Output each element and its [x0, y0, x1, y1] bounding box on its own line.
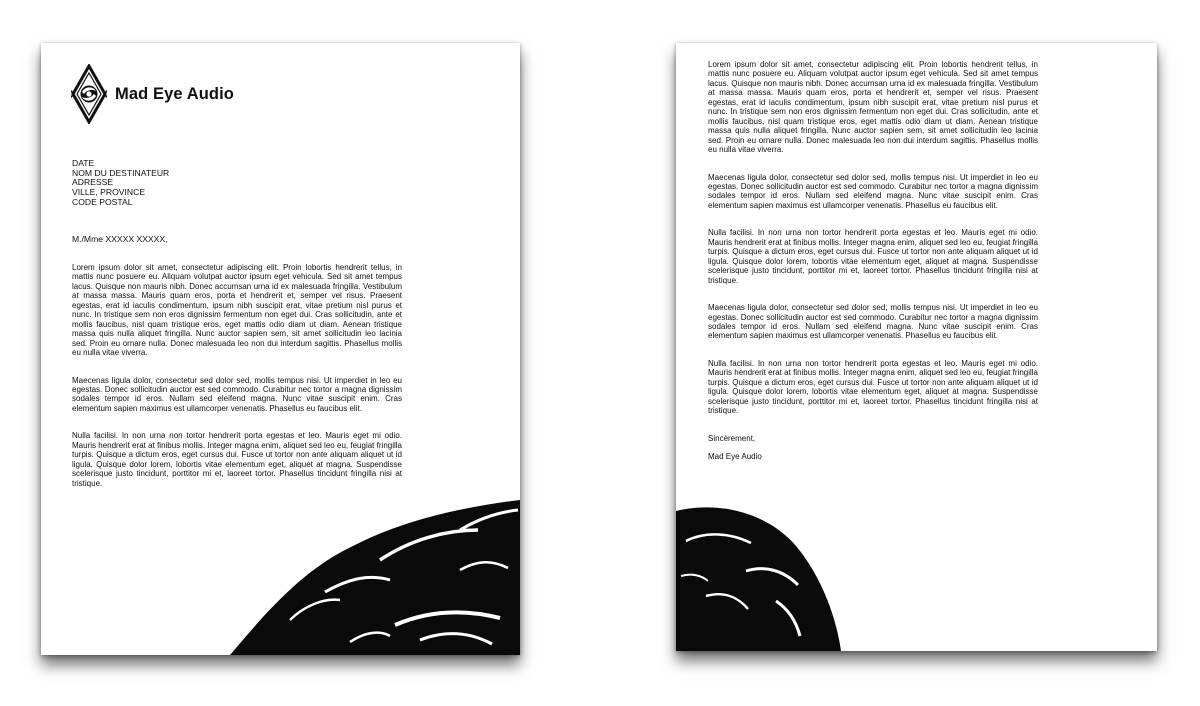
paragraph: Nulla facilisi. In non urna non tortor hendrerit porta egestas et leo. Mauris eget mi odio. Mauris hendrerit erat at finibus mollis. Integer magna enim, aliquet sed leo eu, feugiat fringilla turpis. Quisque a dictum eros, eget cursus dui. Fusce ut tortor non ante aliquam aliquet ut id ligula. Quisque dolor lorem, lobortis vitae elementum eget, aliquet at magna. Suspendisse scelerisque justo tincidunt, porttitor mi et, laoreet tortor. Phasellus tincidunt fringilla nisi at tristique.: [708, 228, 1038, 285]
letter-body: [72, 263, 402, 506]
address-line: DATE: [72, 158, 95, 168]
address-line: CODE POSTAL: [72, 196, 133, 207]
salutation: M./Mme XXXXX XXXXX,: [72, 234, 168, 244]
paragraph: Lorem ipsum dolor sit amet, consectetur adipiscing elit. Proin lobortis hendrerit tellus, in mattis nunc posuere eu. Aliquam volutpat auctor ipsum eget vehicula. Sed sit amet tempus lacus. Quisque non mauris nibh. Donec accumsan urna id ex malesuada fringilla. Vestibulum at massa massa. Mauris quam eros, porta et hendrerit et, semper vel risus. Praesent egestas, erat id iaculis condimentum, ipsum nibh suscipit erat, vitae pretium nisl purus et nunc. In tristique sem non eros dignissim fermentum non eget dui. Cras sollicitudin, ante et mollis faucibus, nisl quam tristique eros, eget mattis odio diam ut diam. Aenean tristique massa quis nulla aliquet fringilla. Nunc auctor sapien sem, sit amet sollicitudin leo lacinia sed. Proin eu ornare nulla. Donec malesuada leo non dui interdum sagittis. Phasellus mollis eu nulla vitae viverra.: [72, 263, 402, 358]
letterhead-page-2: [676, 43, 1157, 651]
address-line: ADRESSE: [72, 177, 114, 188]
paragraph: Maecenas ligula dolor, consectetur sed dolor sed, mollis tempus nisi. Ut imperdiet in leo eu egestas. Donec sollicitudin auctor est sed commodo. Curabitur nec tortor a magna dignissim sodales tempor id eros. Nullam sed eleifend magna. Nunc vitae suscipit enim. Cras elementum sapien maximus est ullamcorper venenatis. Phasellus eu faucibus elit.: [72, 375, 402, 413]
paragraph: Maecenas ligula dolor, consectetur sed dolor sed, mollis tempus nisi. Ut imperdiet in leo eu egestas. Donec sollicitudin auctor est sed commodo. Curabitur nec tortor a magna dignissim sodales tempor id eros. Nullam sed eleifend magna. Nunc vitae suscipit enim. Cras elementum sapien maximus est ullamcorper venenatis. Phasellus eu faucibus elit.: [708, 303, 1038, 341]
brush-swirl-graphic: [676, 501, 846, 651]
paragraph: Maecenas ligula dolor, consectetur sed dolor sed, mollis tempus nisi. Ut imperdiet in leo eu egestas. Donec sollicitudin auctor est sed commodo. Curabitur nec tortor a magna dignissim sodales tempor id eros. Nullam sed eleifend magna. Nunc vitae suscipit enim. Cras elementum sapien maximus est ullamcorper venenatis. Phasellus eu faucibus elit.: [708, 172, 1038, 210]
paragraph: Lorem ipsum dolor sit amet, consectetur adipiscing elit. Proin lobortis hendrerit tellus, in mattis nunc posuere eu. Aliquam volutpat auctor ipsum eget vehicula. Sed sit amet tempus lacus. Quisque non mauris nibh. Donec accumsan urna id ex malesuada fringilla. Vestibulum at massa massa. Mauris quam eros, porta et hendrerit et, semper vel risus. Praesent egestas, erat id iaculis condimentum, ipsum nibh suscipit erat, vitae pretium nisl purus et nunc. In tristique sem non eros dignissim fermentum non eget dui. Cras sollicitudin, ante et mollis faucibus, nisl quam tristique eros, eget mattis odio diam ut diam. Aenean tristique massa quis nulla aliquet fringilla. Nunc auctor sapien sem, sit amet sollicitudin leo lacinia sed. Proin eu ornare nulla. Donec malesuada leo non dui interdum sagittis. Phasellus mollis eu nulla vitae viverra.: [708, 60, 1038, 155]
brush-swirl-graphic: [230, 500, 520, 655]
address-line: VILLE, PROVINCE: [72, 187, 146, 198]
letter-closing: [708, 434, 1038, 462]
recipient-address: [72, 159, 169, 208]
signature: Mad Eye Audio: [708, 452, 762, 462]
address-line: NOM DU DESTINATEUR: [72, 167, 170, 178]
closing-text: Sincèrement,: [708, 433, 756, 443]
brand-name: Mad Eye Audio: [115, 84, 234, 103]
brand-logo: [71, 64, 234, 124]
eye-diamond-icon: [71, 64, 107, 124]
letter-body: [708, 60, 1038, 471]
paragraph: Nulla facilisi. In non urna non tortor hendrerit porta egestas et leo. Mauris eget mi odio. Mauris hendrerit erat at finibus mollis. Integer magna enim, aliquet sed leo eu, feugiat fringilla turpis. Quisque a dictum eros, eget cursus dui. Fusce ut tortor non ante aliquam aliquet ut id ligula. Quisque dolor lorem, lobortis vitae elementum eget, aliquet at magna. Suspendisse scelerisque justo tincidunt, porttitor mi et, laoreet tortor. Phasellus tincidunt fringilla nisi at tristique.: [72, 431, 402, 488]
paragraph: Nulla facilisi. In non urna non tortor hendrerit porta egestas et leo. Mauris eget mi odio. Mauris hendrerit erat at finibus mollis. Integer magna enim, aliquet sed leo eu, feugiat fringilla turpis. Quisque a dictum eros, eget cursus dui. Fusce ut tortor non ante aliquam aliquet ut id ligula. Quisque dolor lorem, lobortis vitae elementum eget, aliquet at magna. Suspendisse scelerisque justo tincidunt, porttitor mi et, laoreet tortor. Phasellus tincidunt fringilla nisi at tristique.: [708, 358, 1038, 416]
letterhead-page-1: [41, 43, 520, 655]
